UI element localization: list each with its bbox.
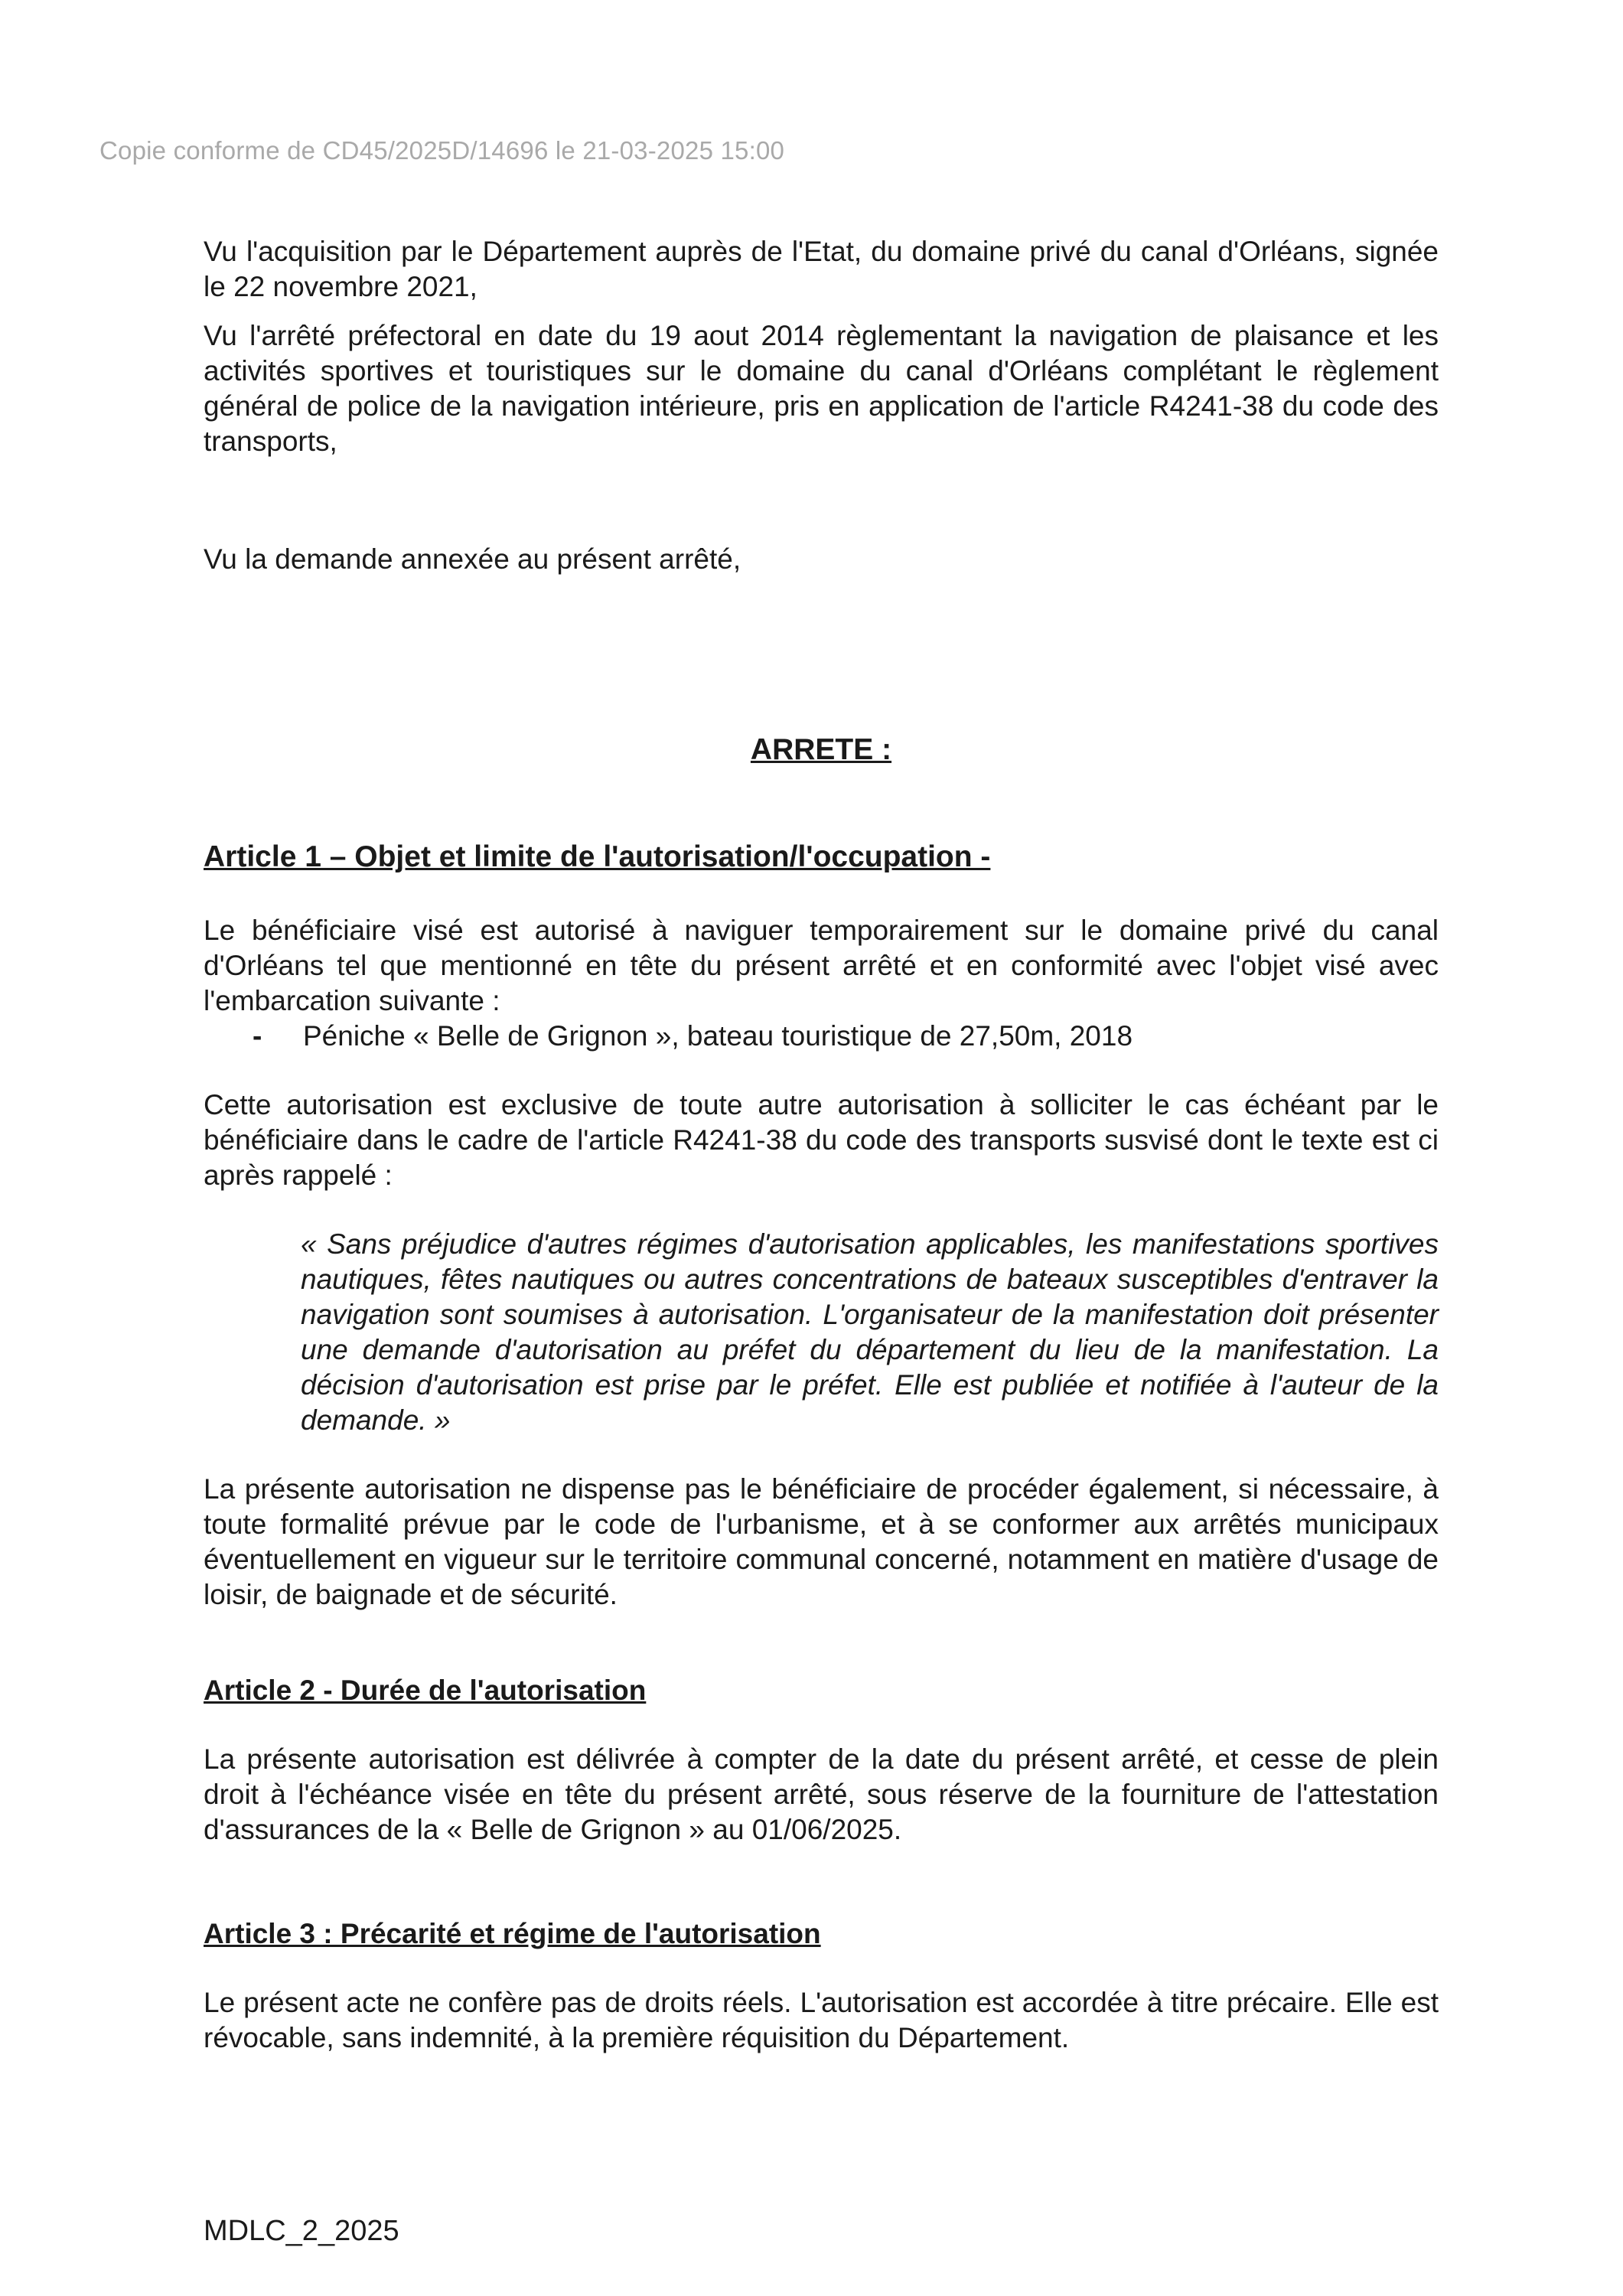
document-reference-footer: MDLC_2_2025 [204,2215,399,2247]
article-1-paragraph-2: Cette autorisation est exclusive de toute autre autorisation à solliciter le cas échéant par le bénéficiaire dans le cadre de l'article R4241-38 du code des transports susvisé dont le texte est ci après rappelé : [204,1089,1439,1191]
vessel-list-item [204,1019,1439,1054]
visa-paragraph-3: Vu la demande annexée au présent arrêté, [204,543,741,575]
article-3-title: Article 3 : Précarité et régime de l'autorisation [204,1918,821,1949]
article-3-paragraph-1: Le présent acte ne confère pas de droits réels. L'autorisation est accordée à titre précaire. Elle est révocable, sans indemnité, à la première réquisition du Département. [204,1987,1439,2053]
article-1-paragraph-3: La présente autorisation ne dispense pas le bénéficiaire de procéder également, si nécessaire, à toute formalité prévue par le code de l'urbanisme, et à se conformer aux arrêtés municipaux éventuellement en vigueur sur le territoire communal concerné, notamment en matière d'usage de loisir, de baignade et de sécurité. [204,1473,1439,1610]
bullet-dash: - [253,1020,262,1052]
article-2-paragraph-1: La présente autorisation est délivrée à compter de la date du présent arrêté, et cesse de plein droit à l'échéance visée en tête du présent arrêté, sous réserve de la fourniture de l'attestation d'assurances de la « Belle de Grignon » au 01/06/2025. [204,1743,1439,1845]
arrete-heading: ARRETE : [750,733,892,766]
article-2-body [204,1742,1439,1848]
article-2-title: Article 2 - Durée de l'autorisation [204,1675,647,1706]
visa-paragraph-1: Vu l'acquisition par le Département auprès de l'Etat, du domaine privé du canal d'Orléans, signée le 22 novembre 2021, [204,236,1439,302]
certified-copy-watermark: Copie conforme de CD45/2025D/14696 le 21-03-2025 15:00 [99,136,785,165]
article-1-body [204,913,1439,1613]
visa-paragraph-2: Vu l'arrêté préfectoral en date du 19 aout 2014 règlementant la navigation de plaisance et les activités sportives et touristiques sur le domaine du canal d'Orléans complétant le règlement général de police de la navigation intérieure, pris en application de l'article R4241-38 du code des transports, [204,320,1439,457]
article-1-paragraph-1: Le bénéficiaire visé est autorisé à naviguer temporairement sur le domaine privé du canal d'Orléans tel que mentionné en tête du présent arrêté et en conformité avec l'objet visé avec l'embarcation suivante : [204,915,1439,1016]
article-3-body [204,1985,1439,2056]
visa-section [204,234,1439,577]
article-1-legal-quote: « Sans préjudice d'autres régimes d'autorisation applicables, les manifestations sportives nautiques, fêtes nautiques ou autres concentrations de bateaux susceptibles d'entraver la navigation sont soumises à autorisation. L'organisateur de la manifestation doit présenter une demande d'autorisation au préfet du département du lieu de la manifestation. La décision d'autorisation est prise par le préfet. Elle est publiée et notifiée à l'auteur de la demande. » [301,1228,1439,1436]
article-1-title: Article 1 – Objet et limite de l'autorisation/l'occupation - [204,840,991,873]
vessel-description: Péniche « Belle de Grignon », bateau touristique de 27,50m, 2018 [303,1020,1133,1052]
